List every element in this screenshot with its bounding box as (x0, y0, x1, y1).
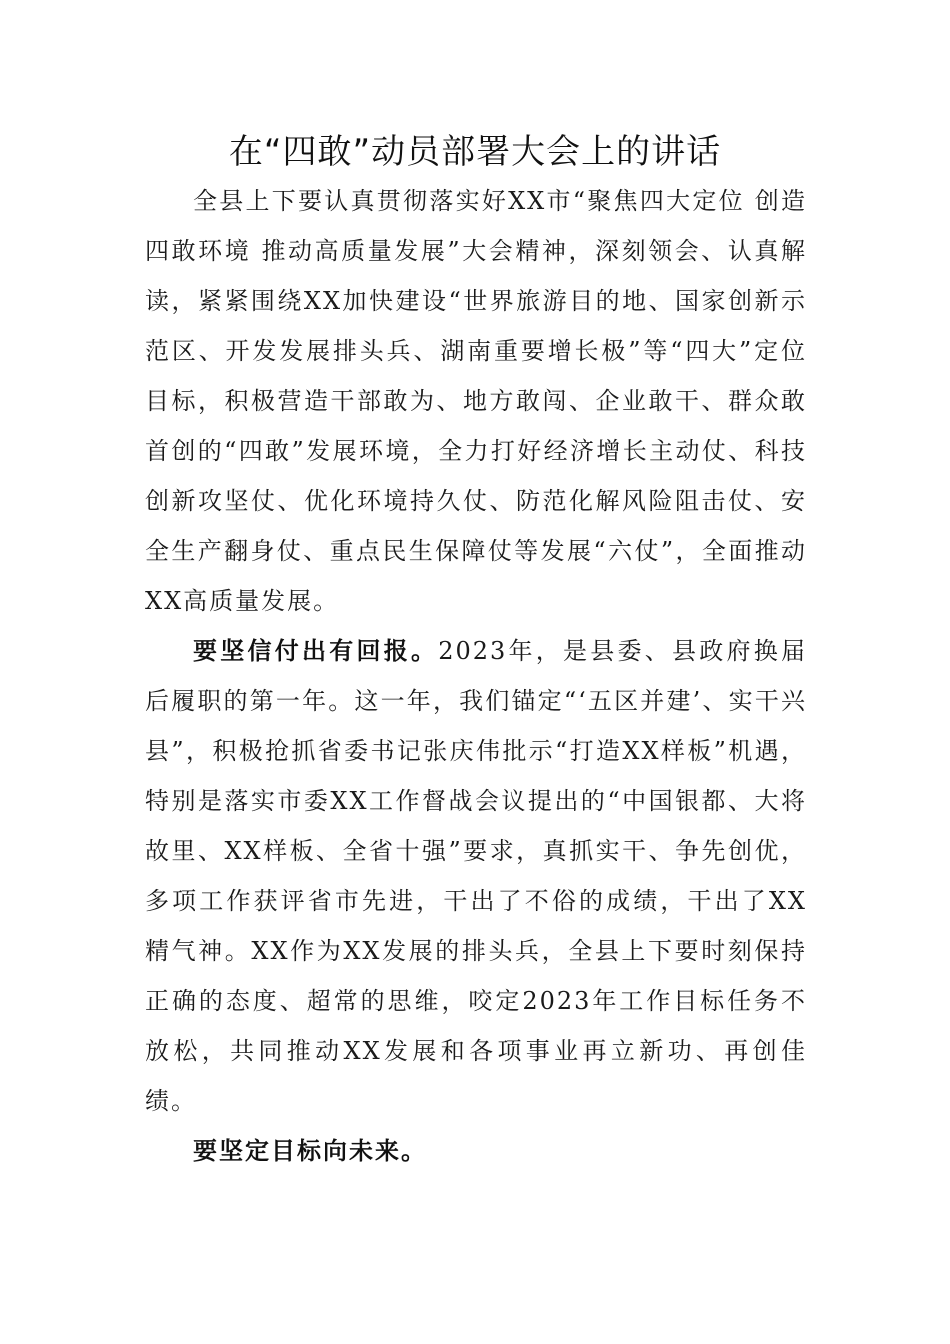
paragraph-1-text: 全县上下要认真贯彻落实好XX市“聚焦四大定位 创造四敢环境 推动高质量发展”大会精神，深刻领会、认真解读，紧紧围绕XX加快建设“世界旅游目的地、国家创新示范区、开发发展排头兵、湖南重要增长极”等“四大”定位目标，积极营造干部敢为、地方敢闯、企业敢干、群众敢首创的“四敢”发展环境，全力打好经济增长主动仗、科技创新攻坚仗、优化环境持久仗、防范化解风险阻击仗、安全生产翻身仗、重点民生保障仗等发展“六仗”，全面推动XX高质量发展。 (145, 187, 807, 615)
paragraph-2 (145, 626, 807, 1126)
paragraph-1 (145, 176, 807, 626)
paragraph-2-text: 2023年，是县委、县政府换届后履职的第一年。这一年，我们锚定“‘五区并建’、实干兴县”，积极抢抓省委书记张庆伟批示“打造XX样板”机遇，特别是落实市委XX工作督战会议提出的“中国银都、大将故里、XX样板、全省十强”要求，真抓实干、争先创优，多项工作获评省市先进，干出了不俗的成绩，干出了XX精气神。XX作为XX发展的排头兵，全县上下要时刻保持正确的态度、超常的思维，咬定2023年工作目标任务不放松，共同推动XX发展和各项事业再立新功、再创佳绩。 (145, 637, 808, 1115)
document-title: 在“四敢”动员部署大会上的讲话 (228, 132, 722, 172)
document-body (145, 176, 807, 1176)
paragraph-3-lead: 要坚定目标向未来。 (193, 1137, 427, 1165)
paragraph-3 (145, 1126, 807, 1176)
paragraph-2-lead: 要坚信付出有回报。 (193, 637, 439, 665)
